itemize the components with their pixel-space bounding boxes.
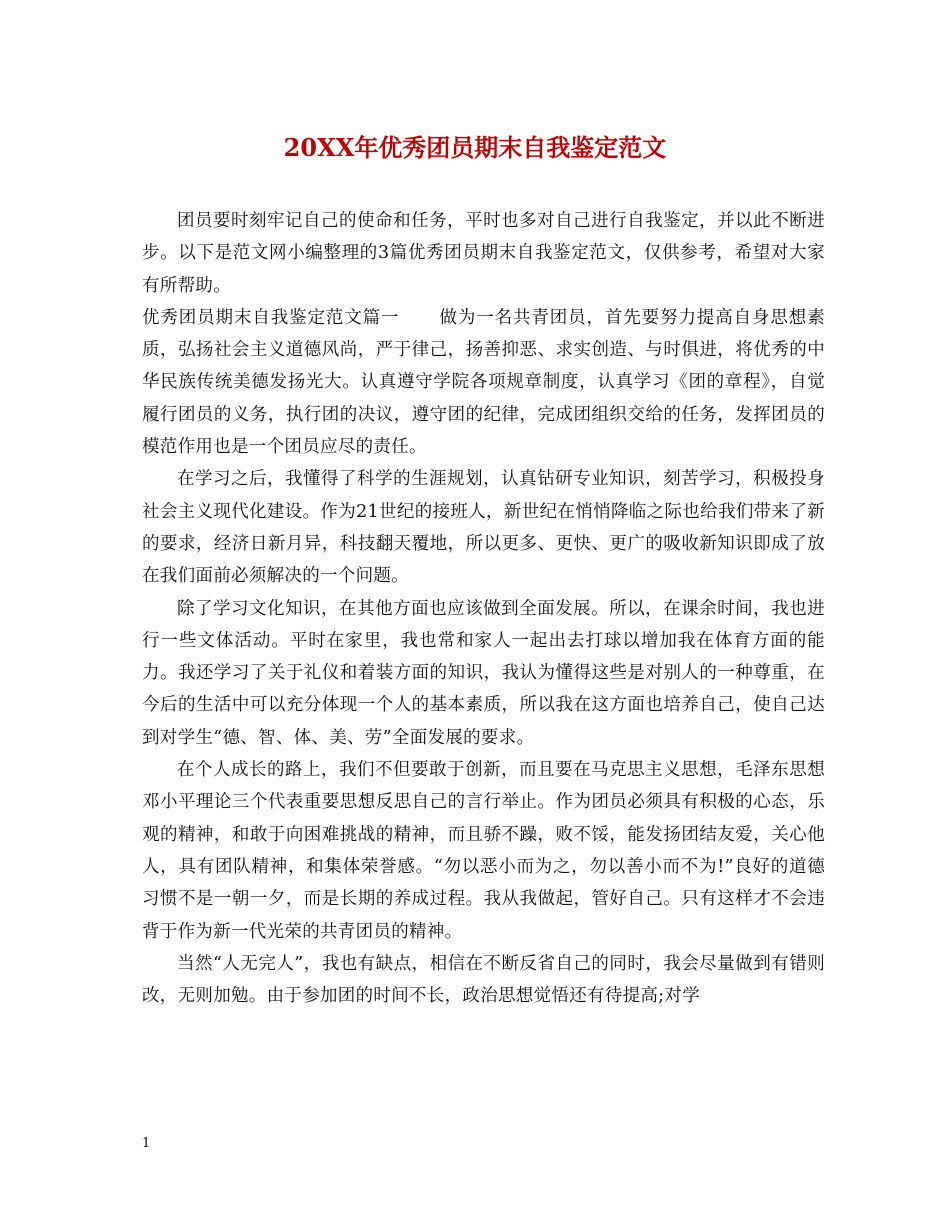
page-number: 1	[142, 1136, 151, 1151]
body-paragraph: 在学习之后，我懂得了科学的生涯规划，认真钻研专业知识，刻苦学习，积极投身社会主义现代化建设。作为21世纪的接班人，新世纪在悄悄降临之际也给我们带来了新的要求，经济日新月异，科技翻天覆地，所以更多、更快、更广的吸收新知识即成了放在我们面前必须解决的一个问题。	[142, 469, 825, 587]
document-body	[142, 205, 825, 1012]
body-paragraph: 在个人成长的路上，我们不但要敢于创新，而且要在马克思主义思想，毛泽东思想邓小平理论三个代表重要思想反思自己的言行举止。作为团员必须具有积极的心态，乐观的精神，和敢于向困难挑战的精神，而且骄不躁，败不馁，能发扬团结友爱，关心他人，具有团队精神，和集体荣誉感。“勿以恶小而为之，勿以善小而不为!”良好的道德习惯不是一朝一夕，而是长期的养成过程。我从我做起，管好自己。只有这样才不会违背于作为新一代光荣的共青团员的精神。	[142, 760, 825, 942]
body-paragraph: 除了学习文化知识，在其他方面也应该做到全面发展。所以，在课余时间，我也进行一些文体活动。平时在家里，我也常和家人一起出去打球以增加我在体育方面的能力。我还学习了关于礼仪和着装方面的知识，我认为懂得这些是对别人的一种尊重，在今后的生活中可以充分体现一个人的基本素质，所以我在这方面也培养自己，使自己达到对学生“德、智、体、美、劳”全面发展的要求。	[142, 598, 825, 748]
section-paragraph	[142, 302, 825, 463]
body-paragraph: 当然“人无完人”，我也有缺点，相信在不断反省自己的同时，我会尽量做到有错则改，无则加勉。由于参加团的时间不长，政治思想觉悟还有待提高;对学	[142, 953, 825, 1007]
section-first-paragraph: 做为一名共青团员，首先要努力提高自身思想素质，弘扬社会主义道德风尚，严于律己，扬善抑恶、求实创造、与时俱进，将优秀的中华民族传统美德发扬光大。认真遵守学院各项规章制度，认真学习《团的章程》，自觉履行团员的义务，执行团的决议，遵守团的纪律，完成团组织交给的任务，发挥团员的模范作用也是一个团员应尽的责任。	[142, 307, 825, 458]
intro-paragraph: 团员要时刻牢记自己的使命和任务，平时也多对自己进行自我鉴定，并以此不断进步。以下是范文网小编整理的3篇优秀团员期末自我鉴定范文，仅供参考，希望对大家有所帮助。	[142, 211, 825, 296]
section-heading: 优秀团员期末自我鉴定范文篇一	[142, 307, 400, 328]
document-title: 20XX年优秀团员期末自我鉴定范文	[283, 133, 667, 162]
